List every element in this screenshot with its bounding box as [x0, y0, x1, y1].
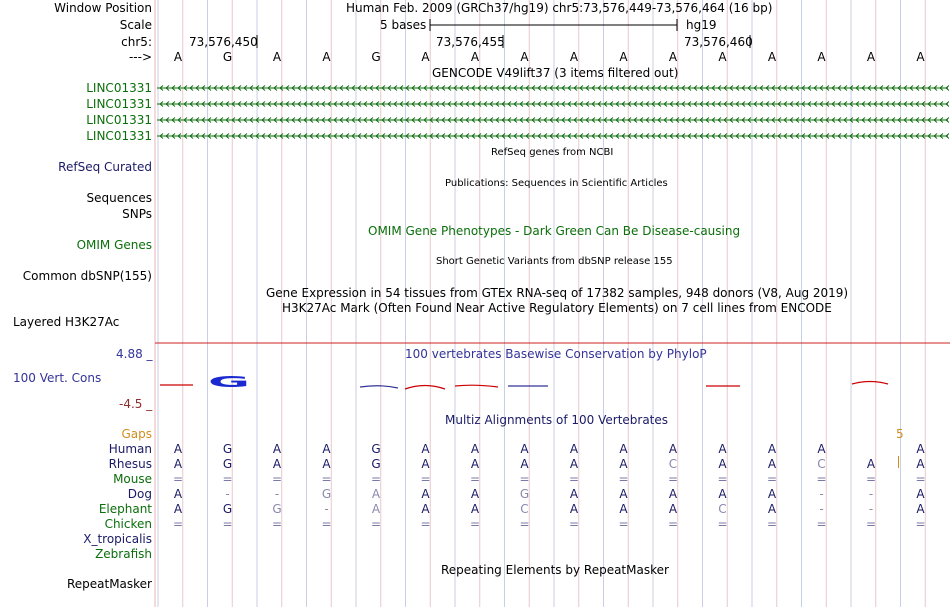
- phylop-title[interactable]: 100 vertebrates Basewise Conservation by PhyloP: [405, 347, 707, 361]
- alignment-base: =: [321, 472, 332, 486]
- alignment-base: A: [767, 502, 777, 516]
- omim-title[interactable]: OMIM Gene Phenotypes - Dark Green Can Be Disease-causing: [368, 224, 741, 238]
- alignment-base: =: [469, 472, 481, 486]
- alignment-base: =: [865, 517, 877, 531]
- refseq-label[interactable]: RefSeq Curated: [58, 160, 152, 174]
- alignment-base: =: [271, 472, 283, 486]
- species-label[interactable]: Human: [108, 442, 152, 456]
- species-label[interactable]: Zebrafish: [95, 547, 152, 561]
- alignment-base: A: [173, 487, 183, 501]
- alignment-base: A: [371, 487, 381, 501]
- alignment-base: A: [322, 442, 331, 456]
- base-letter[interactable]: A: [470, 50, 480, 64]
- alignment-base: =: [865, 472, 877, 486]
- alignment-base: A: [767, 442, 777, 456]
- species-label[interactable]: Dog: [127, 487, 152, 501]
- h3k27ac-title[interactable]: H3K27Ac Mark (Often Found Near Active Regulatory Elements) on 7 cell lines from ENCODE: [282, 301, 832, 315]
- base-letter[interactable]: A: [866, 50, 876, 64]
- alignment-base: G: [272, 502, 282, 516]
- gencode-label-4[interactable]: LINC01331: [86, 129, 152, 143]
- alignment-base: A: [718, 457, 727, 471]
- alignment-base: A: [421, 442, 430, 456]
- alignment-base: =: [469, 517, 481, 531]
- gencode-transcripts[interactable]: [157, 86, 949, 139]
- gencode-transcript[interactable]: [157, 102, 949, 107]
- ruler-pos-2: 73,576,455: [436, 35, 505, 49]
- alignment-base: A: [421, 457, 430, 471]
- ruler-pos-1: 73,576,450: [189, 35, 258, 49]
- alignment-base: =: [618, 472, 629, 486]
- alignment-base: =: [667, 472, 679, 486]
- alignment-base: =: [568, 472, 580, 486]
- gencode-transcript[interactable]: [157, 118, 949, 123]
- alignment-base: C: [520, 502, 529, 516]
- alignment-base: A: [173, 457, 183, 471]
- alignment-base: A: [619, 487, 628, 501]
- alignment-base: =: [766, 472, 778, 486]
- species-label[interactable]: X_tropicalis: [83, 532, 152, 546]
- omim-label[interactable]: OMIM Genes: [76, 238, 152, 252]
- window-position-label: Window Position: [54, 1, 152, 15]
- alignment-base: =: [667, 517, 679, 531]
- gencode-transcript[interactable]: [157, 134, 949, 139]
- base-letter[interactable]: G: [371, 50, 381, 64]
- alignment-base: A: [767, 457, 777, 471]
- alignment-base: A: [173, 442, 183, 456]
- base-letter[interactable]: A: [520, 50, 529, 64]
- alignment-base: A: [470, 442, 480, 456]
- alignment-base: =: [222, 517, 233, 531]
- alignment-base: -: [868, 502, 874, 516]
- alignment-base: A: [916, 442, 925, 456]
- phylop-plot[interactable]: [160, 373, 888, 391]
- refseq-title[interactable]: RefSeq genes from NCBI: [491, 147, 614, 158]
- insertion-tick: [898, 456, 899, 468]
- alignment-base: A: [916, 457, 925, 471]
- alignment-base: A: [421, 487, 430, 501]
- alignment-base: A: [916, 487, 925, 501]
- alignment-base: =: [519, 472, 530, 486]
- ruler-pos-3: 73,576,460: [684, 35, 753, 49]
- alignment-base: -: [225, 487, 230, 501]
- species-label[interactable]: Elephant: [98, 502, 152, 516]
- alignment-base: A: [569, 502, 579, 516]
- species-label[interactable]: Mouse: [113, 472, 152, 486]
- alignment-base: G: [321, 487, 332, 501]
- chrom-label: chr5:: [121, 35, 152, 49]
- phylop-red-segment: [852, 382, 888, 385]
- assembly-label: hg19: [686, 18, 717, 32]
- window-position-title[interactable]: Human Feb. 2009 (GRCh37/hg19) chr5:73,576,449-73,576,464 (16 bp): [346, 1, 773, 15]
- alignment-base: -: [868, 487, 874, 501]
- gencode-title[interactable]: GENCODE V49lift37 (3 items filtered out): [432, 66, 679, 80]
- base-letter[interactable]: A: [916, 50, 925, 64]
- alignment-base: A: [520, 442, 529, 456]
- alignment-base: =: [519, 517, 530, 531]
- gencode-label-3[interactable]: LINC01331: [86, 113, 152, 127]
- alignment-base: A: [619, 502, 628, 516]
- alignment-base: A: [619, 457, 628, 471]
- alignment-base: G: [519, 487, 530, 501]
- alignment-base: A: [371, 502, 381, 516]
- alignment-base: =: [568, 517, 580, 531]
- alignment-base: =: [370, 517, 382, 531]
- alignment-base: =: [420, 517, 431, 531]
- phylop-min-label: -4.5 _: [119, 397, 153, 411]
- alignment-base: A: [668, 502, 678, 516]
- base-letter[interactable]: A: [668, 50, 678, 64]
- alignment-base: =: [618, 517, 629, 531]
- repeatmasker-title[interactable]: Repeating Elements by RepeatMasker: [441, 563, 669, 577]
- repeatmasker-label[interactable]: RepeatMasker: [66, 577, 152, 591]
- alignment-base: G: [371, 442, 381, 456]
- multiz-title[interactable]: Multiz Alignments of 100 Vertebrates: [445, 413, 669, 427]
- alignment-base: A: [619, 442, 628, 456]
- alignment-base: A: [718, 442, 727, 456]
- alignment-base: G: [222, 442, 233, 456]
- base-letter[interactable]: A: [718, 50, 727, 64]
- base-letter[interactable]: A: [173, 50, 183, 64]
- gtex-title[interactable]: Gene Expression in 54 tissues from GTEx RNA-seq of 17382 samples, 948 donors (V8, Aug 2019): [266, 286, 849, 300]
- base-letter[interactable]: A: [817, 50, 826, 64]
- alignment-base: A: [520, 457, 529, 471]
- gencode-transcript[interactable]: [157, 86, 949, 91]
- alignment-base: -: [324, 502, 329, 516]
- phylop-blue-segment: [360, 386, 398, 388]
- alignment-base: A: [718, 487, 727, 501]
- alignment-base: -: [819, 487, 824, 501]
- alignment-base: =: [915, 472, 926, 486]
- base-letter[interactable]: A: [421, 50, 430, 64]
- alignment-base: C: [817, 457, 826, 471]
- alignment-base: =: [172, 472, 184, 486]
- dbsnp-title[interactable]: Short Genetic Variants from dbSNP release 155: [436, 256, 673, 267]
- species-label[interactable]: Rhesus: [108, 457, 152, 471]
- phylop-max-label: 4.88 _: [116, 347, 153, 361]
- scale-label: Scale: [119, 18, 152, 32]
- alignment-base: A: [322, 457, 331, 471]
- alignment-base: A: [272, 457, 282, 471]
- alignment-base: C: [718, 502, 727, 516]
- alignment-base: C: [668, 457, 678, 471]
- alignment-base: =: [222, 472, 233, 486]
- gencode-label-2[interactable]: LINC01331: [86, 97, 152, 111]
- h3k27ac-label[interactable]: Layered H3K27Ac: [13, 315, 120, 329]
- alignment-base: =: [370, 472, 382, 486]
- alignment-base: =: [717, 472, 728, 486]
- phylop-label[interactable]: 100 Vert. Cons: [13, 371, 102, 385]
- alignment-base: A: [272, 442, 282, 456]
- alignment-base: A: [173, 502, 183, 516]
- base-letter[interactable]: A: [619, 50, 628, 64]
- alignment-base: =: [321, 517, 332, 531]
- gencode-label-1[interactable]: LINC01331: [86, 81, 152, 95]
- alignment-base: G: [222, 457, 233, 471]
- dbsnp-label[interactable]: Common dbSNP(155): [22, 269, 152, 283]
- base-letter[interactable]: G: [222, 50, 233, 64]
- phylop-red-segment: [405, 386, 445, 390]
- phylop-red-segment: [455, 385, 498, 387]
- alignment-base: A: [668, 442, 678, 456]
- alignment-base: A: [916, 502, 925, 516]
- snps-label[interactable]: SNPs: [122, 207, 152, 221]
- sequences-label[interactable]: Sequences: [86, 191, 152, 205]
- gaps-label[interactable]: Gaps: [121, 427, 152, 441]
- alignment-base: A: [569, 457, 579, 471]
- alignment-base: A: [569, 442, 579, 456]
- phylop-conserved-letter: G: [208, 373, 250, 391]
- base-letter[interactable]: A: [767, 50, 777, 64]
- species-label[interactable]: Chicken: [104, 517, 152, 531]
- alignment-base: =: [816, 472, 827, 486]
- alignment-base: =: [717, 517, 728, 531]
- alignment-base: A: [470, 457, 480, 471]
- alignment-base: -: [819, 502, 824, 516]
- alignment-base: A: [866, 457, 876, 471]
- base-letter[interactable]: A: [272, 50, 282, 64]
- alignment-base: G: [222, 502, 233, 516]
- alignment-base: -: [274, 487, 280, 501]
- strand-label: --->: [128, 50, 152, 64]
- scale-bar-text: 5 bases: [380, 18, 427, 32]
- alignment-base: =: [766, 517, 778, 531]
- alignment-base: =: [271, 517, 283, 531]
- base-letter[interactable]: A: [569, 50, 579, 64]
- alignment-base: A: [470, 502, 480, 516]
- alignment-base: A: [767, 487, 777, 501]
- gaps-value: 5: [896, 427, 904, 441]
- base-letter[interactable]: A: [322, 50, 331, 64]
- alignment-base: =: [816, 517, 827, 531]
- alignment-base: =: [915, 517, 926, 531]
- alignment-base: A: [569, 487, 579, 501]
- alignment-base: A: [470, 487, 480, 501]
- alignment-base: A: [817, 442, 826, 456]
- alignment-base: A: [668, 487, 678, 501]
- publications-title[interactable]: Publications: Sequences in Scientific Articles: [445, 178, 668, 189]
- alignment-base: =: [172, 517, 184, 531]
- alignment-base: A: [421, 502, 430, 516]
- alignment-base: =: [420, 472, 431, 486]
- alignment-base: G: [371, 457, 381, 471]
